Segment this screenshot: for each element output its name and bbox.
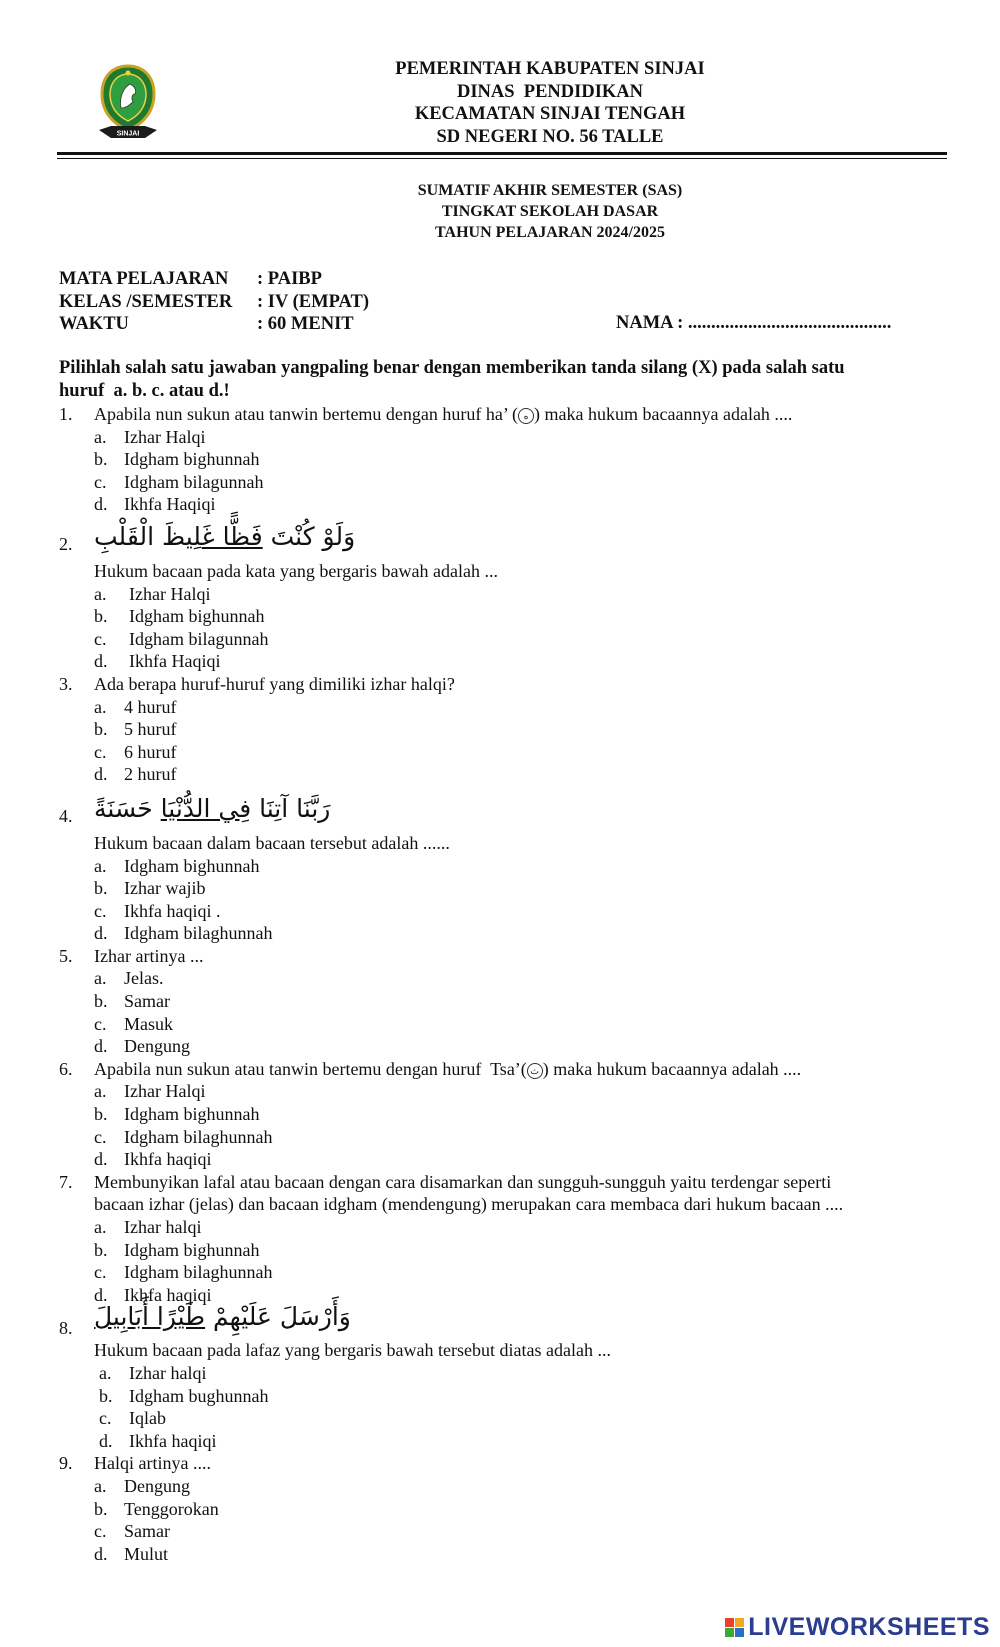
- option-text: Ikhfa haqiqi: [129, 1430, 217, 1451]
- student-name-field[interactable]: NAMA : ............................................: [616, 313, 892, 333]
- option-text: Idgham bilagunnah: [129, 628, 269, 649]
- option-text: Ikhfa haqiqi .: [124, 900, 221, 921]
- option-text: 5 huruf: [124, 719, 177, 740]
- question-1: [59, 403, 959, 426]
- option-letter: c.: [94, 471, 107, 492]
- question-number: 3.: [59, 673, 73, 694]
- logo-text: SINJAI: [116, 130, 140, 138]
- option-text: Idgham bilagunnah: [124, 471, 264, 492]
- option[interactable]: [59, 1430, 959, 1453]
- option-letter: d.: [94, 923, 108, 944]
- question-text: Hukum bacaan dalam bacaan tersebut adalah ......: [94, 832, 450, 853]
- option[interactable]: [59, 922, 959, 945]
- question-text: Hukum bacaan pada lafaz yang bergaris bawah tersebut diatas adalah ...: [94, 1340, 611, 1361]
- question-text-continued: bacaan izhar (jelas) dan bacaan idgham (mendengung) merupakan cara membaca dari hukum bacaan ....: [94, 1194, 844, 1215]
- option[interactable]: [59, 650, 959, 673]
- option-letter: a.: [94, 1081, 107, 1102]
- option[interactable]: [59, 1475, 959, 1498]
- option-text: Izhar halqi: [129, 1362, 207, 1383]
- question-2: [59, 522, 959, 560]
- option-letter: a.: [94, 968, 107, 989]
- option-text: Izhar Halqi: [129, 583, 211, 604]
- option-letter: c.: [94, 741, 107, 762]
- question-text: Membunyikan lafal atau bacaan dengan cara disamarkan dan sungguh-sungguh yaitu terdengar seperti: [94, 1171, 832, 1192]
- option-text: Tenggorokan: [124, 1498, 219, 1519]
- header-line-3: KECAMATAN SINJAI TENGAH: [414, 104, 686, 124]
- option[interactable]: [59, 1362, 959, 1385]
- option[interactable]: [59, 1520, 959, 1543]
- arabic-letter-glyph: ه: [518, 408, 534, 424]
- option-letter: b.: [94, 991, 108, 1012]
- option-letter: d.: [94, 1036, 108, 1057]
- option[interactable]: [59, 448, 959, 471]
- option-text: 4 huruf: [124, 696, 177, 717]
- arabic-verse-underlined: طَيْرًا أَبَابِيلَ: [94, 1302, 206, 1332]
- question-number: 2.: [59, 533, 73, 554]
- option[interactable]: [59, 718, 959, 741]
- option-text: Idgham bilaghunnah: [124, 1262, 273, 1283]
- option-letter: c.: [94, 1521, 107, 1542]
- option[interactable]: [59, 1148, 959, 1171]
- question-text: Halqi artinya ....: [94, 1453, 211, 1474]
- logo-square-blue: [735, 1628, 744, 1637]
- option-text: Izhar Halqi: [124, 1081, 206, 1102]
- question-list: [59, 403, 959, 1565]
- option-letter: b.: [94, 449, 108, 470]
- option-text: Izhar halqi: [124, 1217, 202, 1237]
- instruction-line-2: huruf a. b. c. atau d.!: [59, 380, 230, 401]
- arabic-verse-pre: وَلَوْ كُنْتَ: [262, 521, 356, 551]
- option[interactable]: [59, 1543, 959, 1566]
- option-letter: c.: [99, 1408, 112, 1429]
- option-letter: c.: [94, 1126, 107, 1147]
- class-label: KELAS /SEMESTER: [59, 291, 233, 312]
- option-text: Ikhfa haqiqi: [124, 1149, 212, 1170]
- option[interactable]: [59, 900, 959, 923]
- option[interactable]: [59, 855, 959, 878]
- arabic-verse-underlined: فَظًّا غَ: [201, 521, 263, 551]
- option-letter: b.: [99, 1385, 113, 1406]
- exam-meta: [59, 268, 369, 336]
- option-letter: a.: [99, 1362, 112, 1383]
- question-text-pre: Apabila nun sukun atau tanwin bertemu dengan huruf Tsa’(: [94, 1058, 527, 1079]
- time-value: : 60 MENIT: [257, 314, 354, 334]
- exam-title-line-1: SUMATIF AKHIR SEMESTER (SAS): [417, 182, 683, 199]
- option-letter: a.: [94, 696, 107, 717]
- option-text: Idgham bighunnah: [129, 606, 265, 627]
- option-text: Dengung: [124, 1036, 190, 1057]
- option-text: Ikhfa haqiqi: [124, 1284, 212, 1305]
- option[interactable]: [59, 1216, 959, 1239]
- option-text: Dengung: [124, 1475, 190, 1496]
- question-number: 9.: [59, 1453, 73, 1474]
- question-6: [59, 1058, 959, 1081]
- exam-title: [300, 180, 800, 243]
- option-letter: c.: [94, 900, 107, 921]
- option-letter: c.: [94, 628, 107, 649]
- logo-square-orange: [735, 1618, 744, 1627]
- instruction-line-1: Pilihlah salah satu jawaban yangpaling benar dengan memberikan tanda silang (X) pada salah satu: [59, 358, 845, 378]
- option[interactable]: [59, 1103, 959, 1126]
- question-text-pre: Apabila nun sukun atau tanwin bertemu dengan huruf ha’ (: [94, 404, 519, 424]
- option[interactable]: [59, 1035, 959, 1058]
- option[interactable]: [59, 471, 959, 494]
- brand-text: LIVEWORKSHEETS: [748, 1613, 990, 1641]
- header-line-4: SD NEGERI NO. 56 TALLE: [436, 126, 664, 147]
- question-text: [94, 1058, 801, 1081]
- option-letter: c.: [94, 1013, 107, 1034]
- option[interactable]: [59, 1498, 959, 1521]
- arabic-verse: [94, 794, 330, 823]
- option-text: 2 huruf: [124, 764, 177, 785]
- option[interactable]: [59, 1126, 959, 1149]
- question-9: [59, 1452, 959, 1475]
- option[interactable]: [59, 877, 959, 900]
- option-text: Mulut: [124, 1543, 169, 1564]
- option[interactable]: [59, 741, 959, 764]
- option-text: Idgham bighunnah: [124, 1239, 260, 1260]
- option-text: Idgham bilaghunnah: [124, 923, 273, 944]
- option-letter: a.: [94, 855, 107, 876]
- option-letter: d.: [94, 764, 108, 785]
- option-text: Ikhfa Haqiqi: [129, 651, 221, 672]
- question-number: 8.: [59, 1318, 73, 1339]
- arabic-verse-post: حَسَنَةً: [94, 793, 161, 823]
- option-text: Idgham bilaghunnah: [124, 1126, 273, 1147]
- question-4: [59, 794, 959, 832]
- option[interactable]: [59, 583, 959, 606]
- question-text-post: ) maka hukum bacaannya adalah ....: [542, 1058, 802, 1079]
- option-letter: d.: [99, 1430, 113, 1451]
- option-text: Ikhfa Haqiqi: [124, 494, 216, 515]
- question-7: [59, 1171, 959, 1194]
- question-number: 4.: [59, 805, 73, 826]
- option-letter: a.: [94, 426, 107, 447]
- question-text: [94, 403, 792, 426]
- option-letter: d.: [94, 494, 108, 515]
- school-header: [300, 58, 800, 148]
- arabic-verse-pre: رَبَّنَا آتِنَا: [251, 793, 331, 823]
- option[interactable]: [59, 493, 959, 516]
- option-letter: a.: [94, 1475, 107, 1496]
- subject-label: MATA PELAJARAN: [59, 269, 229, 289]
- arabic-letter-glyph: ث: [527, 1063, 543, 1079]
- instruction: [59, 357, 939, 402]
- option[interactable]: [59, 1385, 959, 1408]
- option-letter: d.: [94, 1149, 108, 1170]
- option-letter: b.: [94, 719, 108, 740]
- question-number: 5.: [59, 945, 73, 966]
- liveworksheets-brand: [725, 1613, 990, 1642]
- option[interactable]: [59, 1239, 959, 1262]
- arabic-verse-underlined: فِي الدُّنْيَا: [160, 793, 252, 823]
- option-letter: b.: [94, 1104, 108, 1125]
- option[interactable]: [59, 426, 959, 449]
- option-letter: a.: [94, 583, 107, 604]
- option-letter: b.: [94, 1239, 108, 1260]
- option[interactable]: [59, 1407, 959, 1430]
- subject-value: : PAIBP: [257, 269, 322, 289]
- arabic-verse-pre: وَأَرْسَلَ عَلَيْهِمْ: [205, 1302, 351, 1332]
- exam-title-line-3: TAHUN PELAJARAN 2024/2025: [435, 224, 665, 241]
- option[interactable]: [59, 763, 959, 786]
- question-number: 1.: [59, 404, 73, 424]
- arabic-verse: [94, 522, 355, 551]
- option-letter: b.: [94, 606, 108, 627]
- question-number: 6.: [59, 1058, 73, 1079]
- option-letter: b.: [94, 878, 108, 899]
- liveworksheets-logo-icon: [725, 1618, 744, 1637]
- class-value: : IV (EMPAT): [257, 291, 370, 312]
- option-text: Idgham bighunnah: [124, 1104, 260, 1125]
- header-divider-thin: [57, 158, 947, 159]
- question-number: 7.: [59, 1171, 73, 1192]
- option-text: Iqlab: [129, 1408, 166, 1429]
- option-text: Jelas.: [124, 968, 164, 989]
- option[interactable]: [59, 990, 959, 1013]
- arabic-verse-post: لِيظَ الْقَلْبِ: [94, 521, 202, 551]
- arabic-verse: [94, 1302, 351, 1331]
- option-text: Idgham bighunnah: [124, 855, 260, 876]
- option-letter: b.: [94, 1498, 108, 1519]
- question-text: Ada berapa huruf-huruf yang dimiliki izhar halqi?: [94, 673, 455, 694]
- sinjai-regency-logo: [97, 64, 159, 144]
- option[interactable]: [59, 696, 959, 719]
- option-text: 6 huruf: [124, 741, 177, 762]
- question-text-post: ) maka hukum bacaannya adalah ....: [534, 404, 793, 424]
- question-8: [59, 1302, 959, 1339]
- option-text: Samar: [124, 1521, 170, 1542]
- option[interactable]: [59, 605, 959, 628]
- header-divider-thick: [57, 152, 947, 155]
- option-letter: c.: [94, 1262, 107, 1283]
- option[interactable]: [59, 1013, 959, 1036]
- option-text: Izhar Halqi: [124, 426, 206, 447]
- option-letter: d.: [94, 1284, 108, 1305]
- exam-title-line-2: TINGKAT SEKOLAH DASAR: [441, 203, 659, 220]
- option-text: Idgham bughunnah: [129, 1385, 269, 1406]
- option-letter: d.: [94, 1543, 108, 1564]
- time-label: WAKTU: [59, 314, 129, 334]
- option[interactable]: [59, 628, 959, 651]
- option-text: Masuk: [124, 1013, 173, 1034]
- option[interactable]: [59, 1080, 959, 1103]
- logo-square-red: [725, 1618, 734, 1627]
- question-3: [59, 673, 959, 696]
- logo-square-green: [725, 1628, 734, 1637]
- question-5: [59, 945, 959, 968]
- option-letter: d.: [94, 651, 108, 672]
- option[interactable]: [59, 1261, 959, 1284]
- option-text: Idgham bighunnah: [124, 449, 260, 470]
- option-text: Samar: [124, 991, 170, 1012]
- option-text: Izhar wajib: [124, 878, 206, 899]
- question-text: Hukum bacaan pada kata yang bergaris bawah adalah ...: [94, 560, 498, 581]
- header-line-1: PEMERINTAH KABUPATEN SINJAI: [395, 59, 705, 79]
- question-text: Izhar artinya ...: [94, 945, 204, 966]
- option-letter: a.: [94, 1217, 107, 1237]
- option[interactable]: [59, 967, 959, 990]
- header-line-2: DINAS PENDIDIKAN: [456, 81, 644, 102]
